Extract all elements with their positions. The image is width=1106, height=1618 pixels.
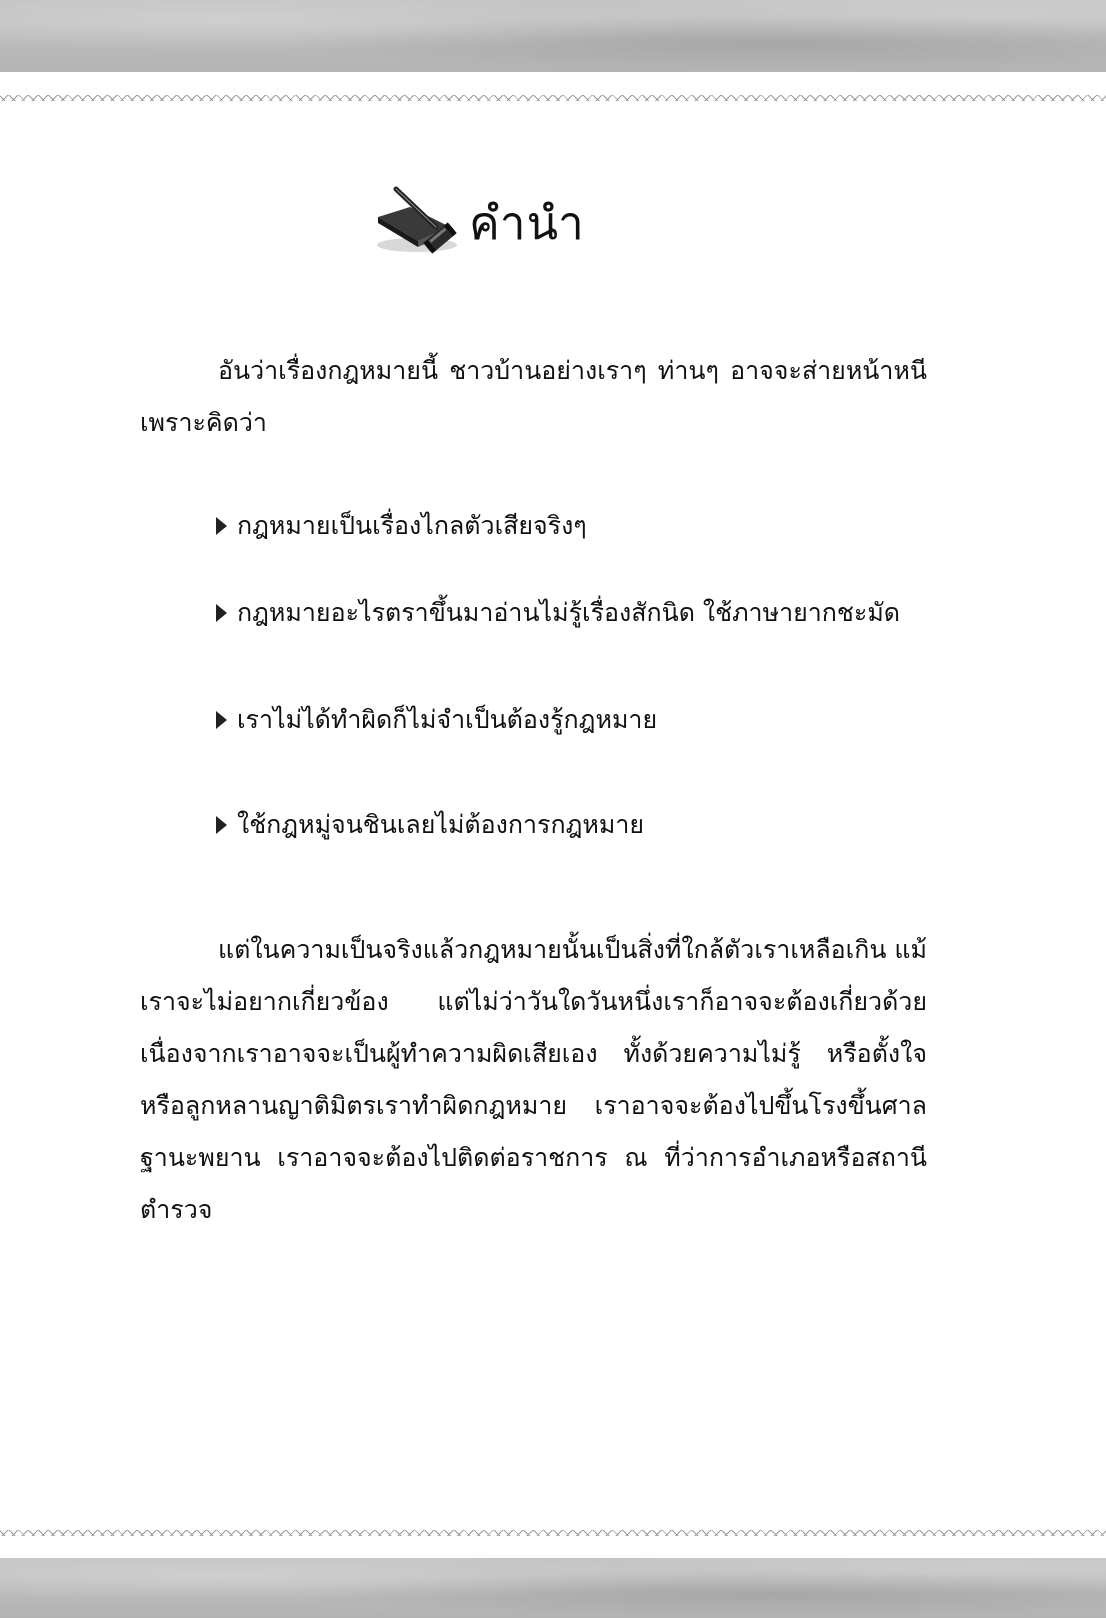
triangle-bullet-icon [216,711,227,729]
list-item-text: กฎหมายเป็นเรื่องไกลตัวเสียจริงๆ [237,511,587,540]
top-texture-band [0,0,1106,72]
triangle-bullet-icon [216,816,227,834]
triangle-bullet-icon [216,517,227,535]
list-item [216,805,956,845]
list-item [216,593,956,633]
top-divider [0,95,1106,101]
page-title: คำนำ [469,195,585,250]
body-paragraph: แต่ในความเป็นจริงแล้วกฎหมายนั้นเป็นสิ่งที่ใกล้ตัวเราเหลือเกิน แม้เราจะไม่อยากเกี่ยวข้อง แต่ไม่ว่าวันใดวันหนึ่งเราก็อาจจะต้องเกี่ยวด้วย เนื่องจากเราอาจจะเป็นผู้ทำความผิดเสียเอง ทั้งด้วยความไม่รู้ หรือตั้งใจ หรือลูกหลานญาติมิตรเราทำผิดกฎหมาย เราอาจจะต้องไปขึ้นโรงขึ้นศาลฐานะพยาน เราอาจจะต้องไปติดต่อราชการ ณ ที่ว่าการอำเภอหรือสถานีตำรวจ [140,935,927,1224]
list-item [216,700,956,740]
bottom-divider [0,1530,1106,1536]
bottom-texture-band [0,1558,1106,1618]
list-item-text: เราไม่ได้ทำผิดก็ไม่จำเป็นต้องรู้กฎหมาย [237,705,658,734]
list-item-text: ใช้กฎหมู่จนชินเลยไม่ต้องการกฎหมาย [237,810,645,839]
triangle-bullet-icon [216,604,227,622]
title-block [372,178,585,268]
gavel-icon [372,183,467,263]
list-item [216,506,956,546]
list-item-text: กฎหมายอะไรตราขึ้นมาอ่านไม่รู้เรื่องสักนิด ใช้ภาษายากชะมัด [237,598,901,627]
intro-paragraph: อันว่าเรื่องกฎหมายนี้ ชาวบ้านอย่างเราๆ ท่านๆ อาจจะส่ายหน้าหนีเพราะคิดว่า [140,356,927,437]
